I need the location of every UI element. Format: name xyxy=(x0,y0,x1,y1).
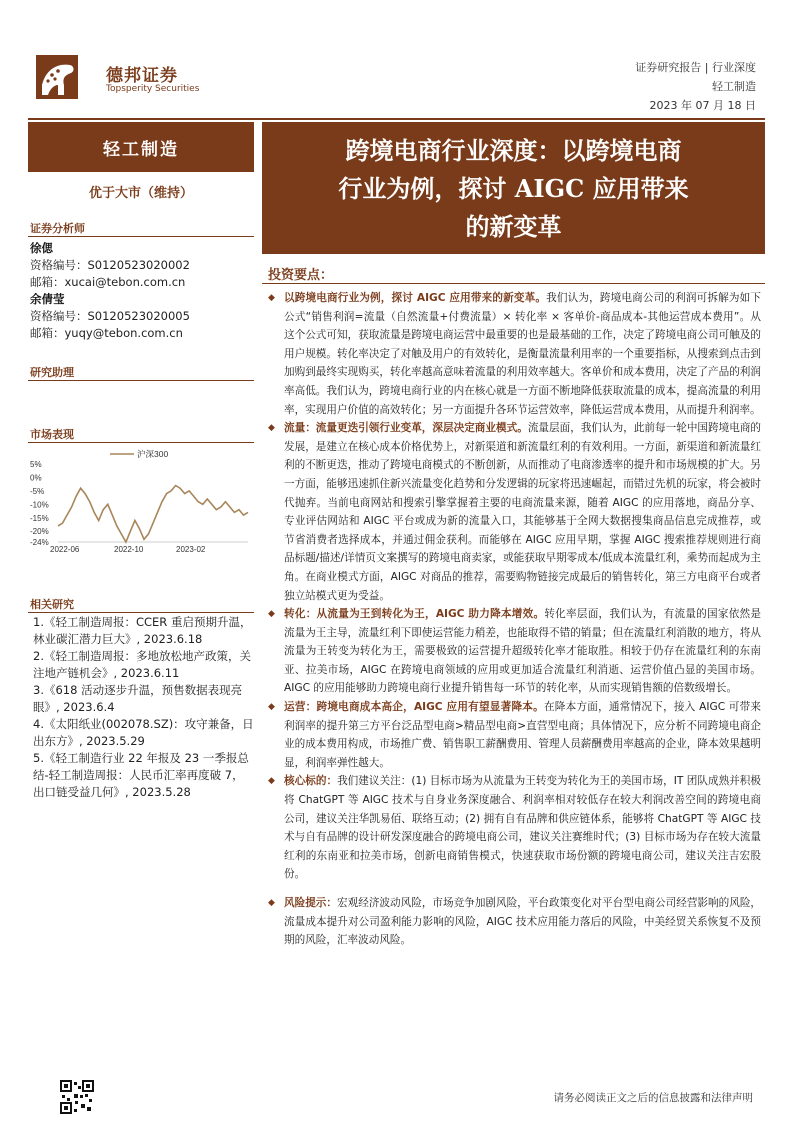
market-chart xyxy=(28,442,254,554)
investment-points xyxy=(268,289,761,950)
point-lead: 转化：从流量为王到转化为王，AIGC 助力降本增效。 xyxy=(284,608,545,621)
related-divider xyxy=(28,612,254,613)
y-tick-label: 0% xyxy=(30,473,42,483)
legend-label: 沪深300 xyxy=(137,449,169,459)
investment-highlights-title: 投资要点： xyxy=(268,268,334,283)
assistant-divider xyxy=(28,380,254,381)
investment-point xyxy=(268,419,761,605)
analyst-list xyxy=(30,240,190,342)
company-logo xyxy=(36,55,206,105)
y-tick-label: -10% xyxy=(30,500,49,510)
related-research-item[interactable]: 3.《618 活动逐步升温，预售数据表现亮眼》, 2023.6.4 xyxy=(33,683,243,714)
header-divider xyxy=(28,118,765,120)
market-section-title: 市场表现 xyxy=(30,428,74,441)
report-date: 2023 年 07 月 18 日 xyxy=(649,99,756,112)
investment-point xyxy=(268,605,761,698)
analyst-divider xyxy=(28,236,254,237)
y-tick-label: -20% xyxy=(30,527,49,537)
analyst-cert: 资格编号：S0120523020002 xyxy=(30,258,190,272)
y-tick-label: -24% xyxy=(30,538,49,547)
related-research-item[interactable]: 2.《轻工制造周报：多地放松地产政策，关注地产链机会》, 2023.6.11 xyxy=(33,649,251,680)
report-title-line: 的新变革 xyxy=(465,212,562,241)
analyst-name: 徐偲 xyxy=(30,241,53,255)
leopard-logo-icon xyxy=(36,55,78,99)
report-sector: 轻工制造 xyxy=(712,80,756,93)
analyst-cert: 资格编号：S0120523020005 xyxy=(30,309,190,323)
sector-box: 轻工制造 xyxy=(28,122,254,172)
analyst-name: 余倩莹 xyxy=(30,292,65,306)
company-name-en: Topsperity Securities xyxy=(106,84,200,94)
point-lead: 以跨境电商行业为例，探讨 AIGC 应用带来的新变革。 xyxy=(284,292,547,304)
analyst-section-title: 证券分析师 xyxy=(30,222,85,235)
point-lead: 运营：跨境电商成本高企，AIGC 应用有望显著降本。 xyxy=(284,701,544,714)
investment-point xyxy=(268,772,761,884)
point-text: 宏观经济波动风险，市场竞争加剧风险，平台政策变化对平台型电商公司经营影响的风险，流量成本提升对公司盈利能力影响的风险，AIGC 技术应用能力落后的风险，中美经贸关系恢复不及预期的风险，汇率波动风险。 xyxy=(284,897,762,947)
footer-disclaimer: 请务必阅读正文之后的信息披露和法律声明 xyxy=(553,1092,753,1104)
report-title xyxy=(262,122,765,254)
point-text: 我们认为，跨境电商公司的利润可拆解为如下公式“销售利润=流量（自然流量+付费流量）× 转化率 × 客单价-商品成本-其他运营成本费用”。从这个公式可知，获取流量是跨境电商运营中最重要的也是最基础的工作，决定了跨境电商公司可触及的用户规模。转化率决定了对触及用户的有效转化，是衡量流量利用率的一个重要指标，从搜索到点击到加购到最终实现购买，转化率越高意味着流量的利用效率越大。客单价和成本费用，决定了产品的利润率高低。我们认为，跨境电商行业的内在核心就是一方面不断地降低获取流量的成本，提高流量的利用率，实现用户价值的高效转化；另一方面提升各环节运营效率，降低运营成本费用，从而提升利润率。 xyxy=(284,292,761,416)
investment-point xyxy=(268,698,761,772)
y-tick-label: -5% xyxy=(30,486,45,496)
assistant-section-title: 研究助理 xyxy=(30,366,74,379)
point-lead: 风险提示： xyxy=(284,897,338,909)
analyst-email[interactable]: 邮箱：yuqy@tebon.com.cn xyxy=(30,326,183,340)
investment-point xyxy=(268,289,761,419)
y-tick-label: 5% xyxy=(30,460,42,469)
report-title-line: 行业为例，探讨 AIGC 应用带来 xyxy=(338,174,689,203)
report-meta xyxy=(635,58,756,115)
related-research-item[interactable]: 4.《太阳纸业(002078.SZ)：攻守兼备，日出东方》, 2023.5.29 xyxy=(33,717,254,748)
related-research-list xyxy=(33,614,255,801)
analyst-email[interactable]: 邮箱：xucai@tebon.com.cn xyxy=(30,275,186,289)
report-title-line: 跨境电商行业深度：以跨境电商 xyxy=(345,136,682,165)
point-lead: 核心标的： xyxy=(284,775,338,788)
x-tick-label: 2022-06 xyxy=(50,545,80,554)
report-type: 证券研究报告 | 行业深度 xyxy=(635,61,756,74)
y-tick-label: -15% xyxy=(30,513,49,523)
series-line-hs300 xyxy=(58,486,248,543)
qr-code-icon xyxy=(60,1080,94,1114)
investment-point xyxy=(268,894,761,950)
point-text: 在降本方面，通常情况下，接入 AIGC 可带来利润率的提升第三方平台泛品型电商>精品型电商>直营型电商；具体情况下，应分析不同跨境电商企业的成本费用构成，市场推广费、销售职工薪酬费用、管理人员薪酬费用率越高的企业，降本效果越明显，利润率弹性越大。 xyxy=(284,701,761,769)
rating: 优于大市（维持） xyxy=(88,186,193,201)
point-lead: 流量：流量更迭引领行业变革，深层决定商业模式。 xyxy=(284,422,528,435)
x-tick-label: 2022-10 xyxy=(114,545,144,554)
point-text: 我们建议关注：(1) 目标市场为从流量为王转变为转化为王的美国市场，IT 团队成熟并积极将 ChatGPT 等 AIGC 技术与自身业务深度融合、利润率相对较低存在较大利润改善空间的跨境电商公司，建议关注华凯易佰、联络互动；(2) 拥有自有品牌和供应链体系，能够将 ChatGPT 等 AIGC 技术与自有品牌的设计研发深度融合的跨境电商公司，建议关注赛维时代；(3) 目标市场为存在较大流量红利的东南亚和拉美市场，创新电商销售模式，快速获取市场份额的跨境电商公司，建议关注吉宏股份。 xyxy=(284,775,761,881)
related-section-title: 相关研究 xyxy=(30,598,74,611)
investment-divider xyxy=(262,283,765,284)
point-text: 转化率层面，我们认为，有流量的国家依然是流量为王主导，流量红利下即使运营能力稍差，也能取得不错的销量；但在流量红利消散的地方，将从流量为王转变为转化为王，需要极致的运营提升超级转化率才能取胜。相较于仍存在流量红利的东南亚、拉美市场，AIGC 在跨境电商领域的应用或更加适合流量红利消逝、运营价值凸显的美国市场。AIGC 的应用能够助力跨境电商行业提升销售每一环节的转化率，从而实现销售额的倍数级增长。 xyxy=(284,608,762,695)
related-research-item[interactable]: 1.《轻工制造周报：CCER 重启预期升温，林业碳汇潜力巨大》, 2023.6.18 xyxy=(33,615,252,646)
point-text: 流量层面，我们认为，此前每一轮中国跨境电商的发展，是建立在核心成本价格优势上，对新渠道和新流量红利的有效利用。一方面，新渠道和新流量红利的不断更迭，推动了跨境电商模式的不断创新，从而推动了电商渗透率的提升和市场规模的扩大。另一方面，能够迅速抓住新兴流量变化趋势和分发逻辑的玩家将迅速崛起，而错过先机的玩家，将会被时代抛弃。当前电商网站和搜索引擎掌握着主要的电商流量来源，随着 AIGC 的应用落地，商品分享、专业评估网站和 AIGC 平台或成为新的流量入口，其能够基于全网大数据搜集商品信息完成推荐，或节省消费者选择成本，并通过佣金获利。而能够在 AIGC 应用早期，掌握 AIGC 搜索推荐规则进行商品标题/描述/详情页文案撰写的跨境电商卖家，或能获取早期零成本/低成本流量红利，乘势而起成为主角。在商业模式方面，AIGC 对商品的推荐，需要购物链接完成最后的销售转化，第三方电商平台或者独立站模式更为受益。 xyxy=(284,422,762,602)
company-name-cn: 德邦证券 xyxy=(106,66,178,86)
related-research-item[interactable]: 5.《轻工制造行业 22 年报及 23 一季报总结-轻工制造周报：人民币汇率再度破 7，出口链受益几何》, 2023.5.28 xyxy=(33,751,249,799)
market-chart-svg xyxy=(28,442,254,554)
x-tick-label: 2023-02 xyxy=(176,545,206,554)
